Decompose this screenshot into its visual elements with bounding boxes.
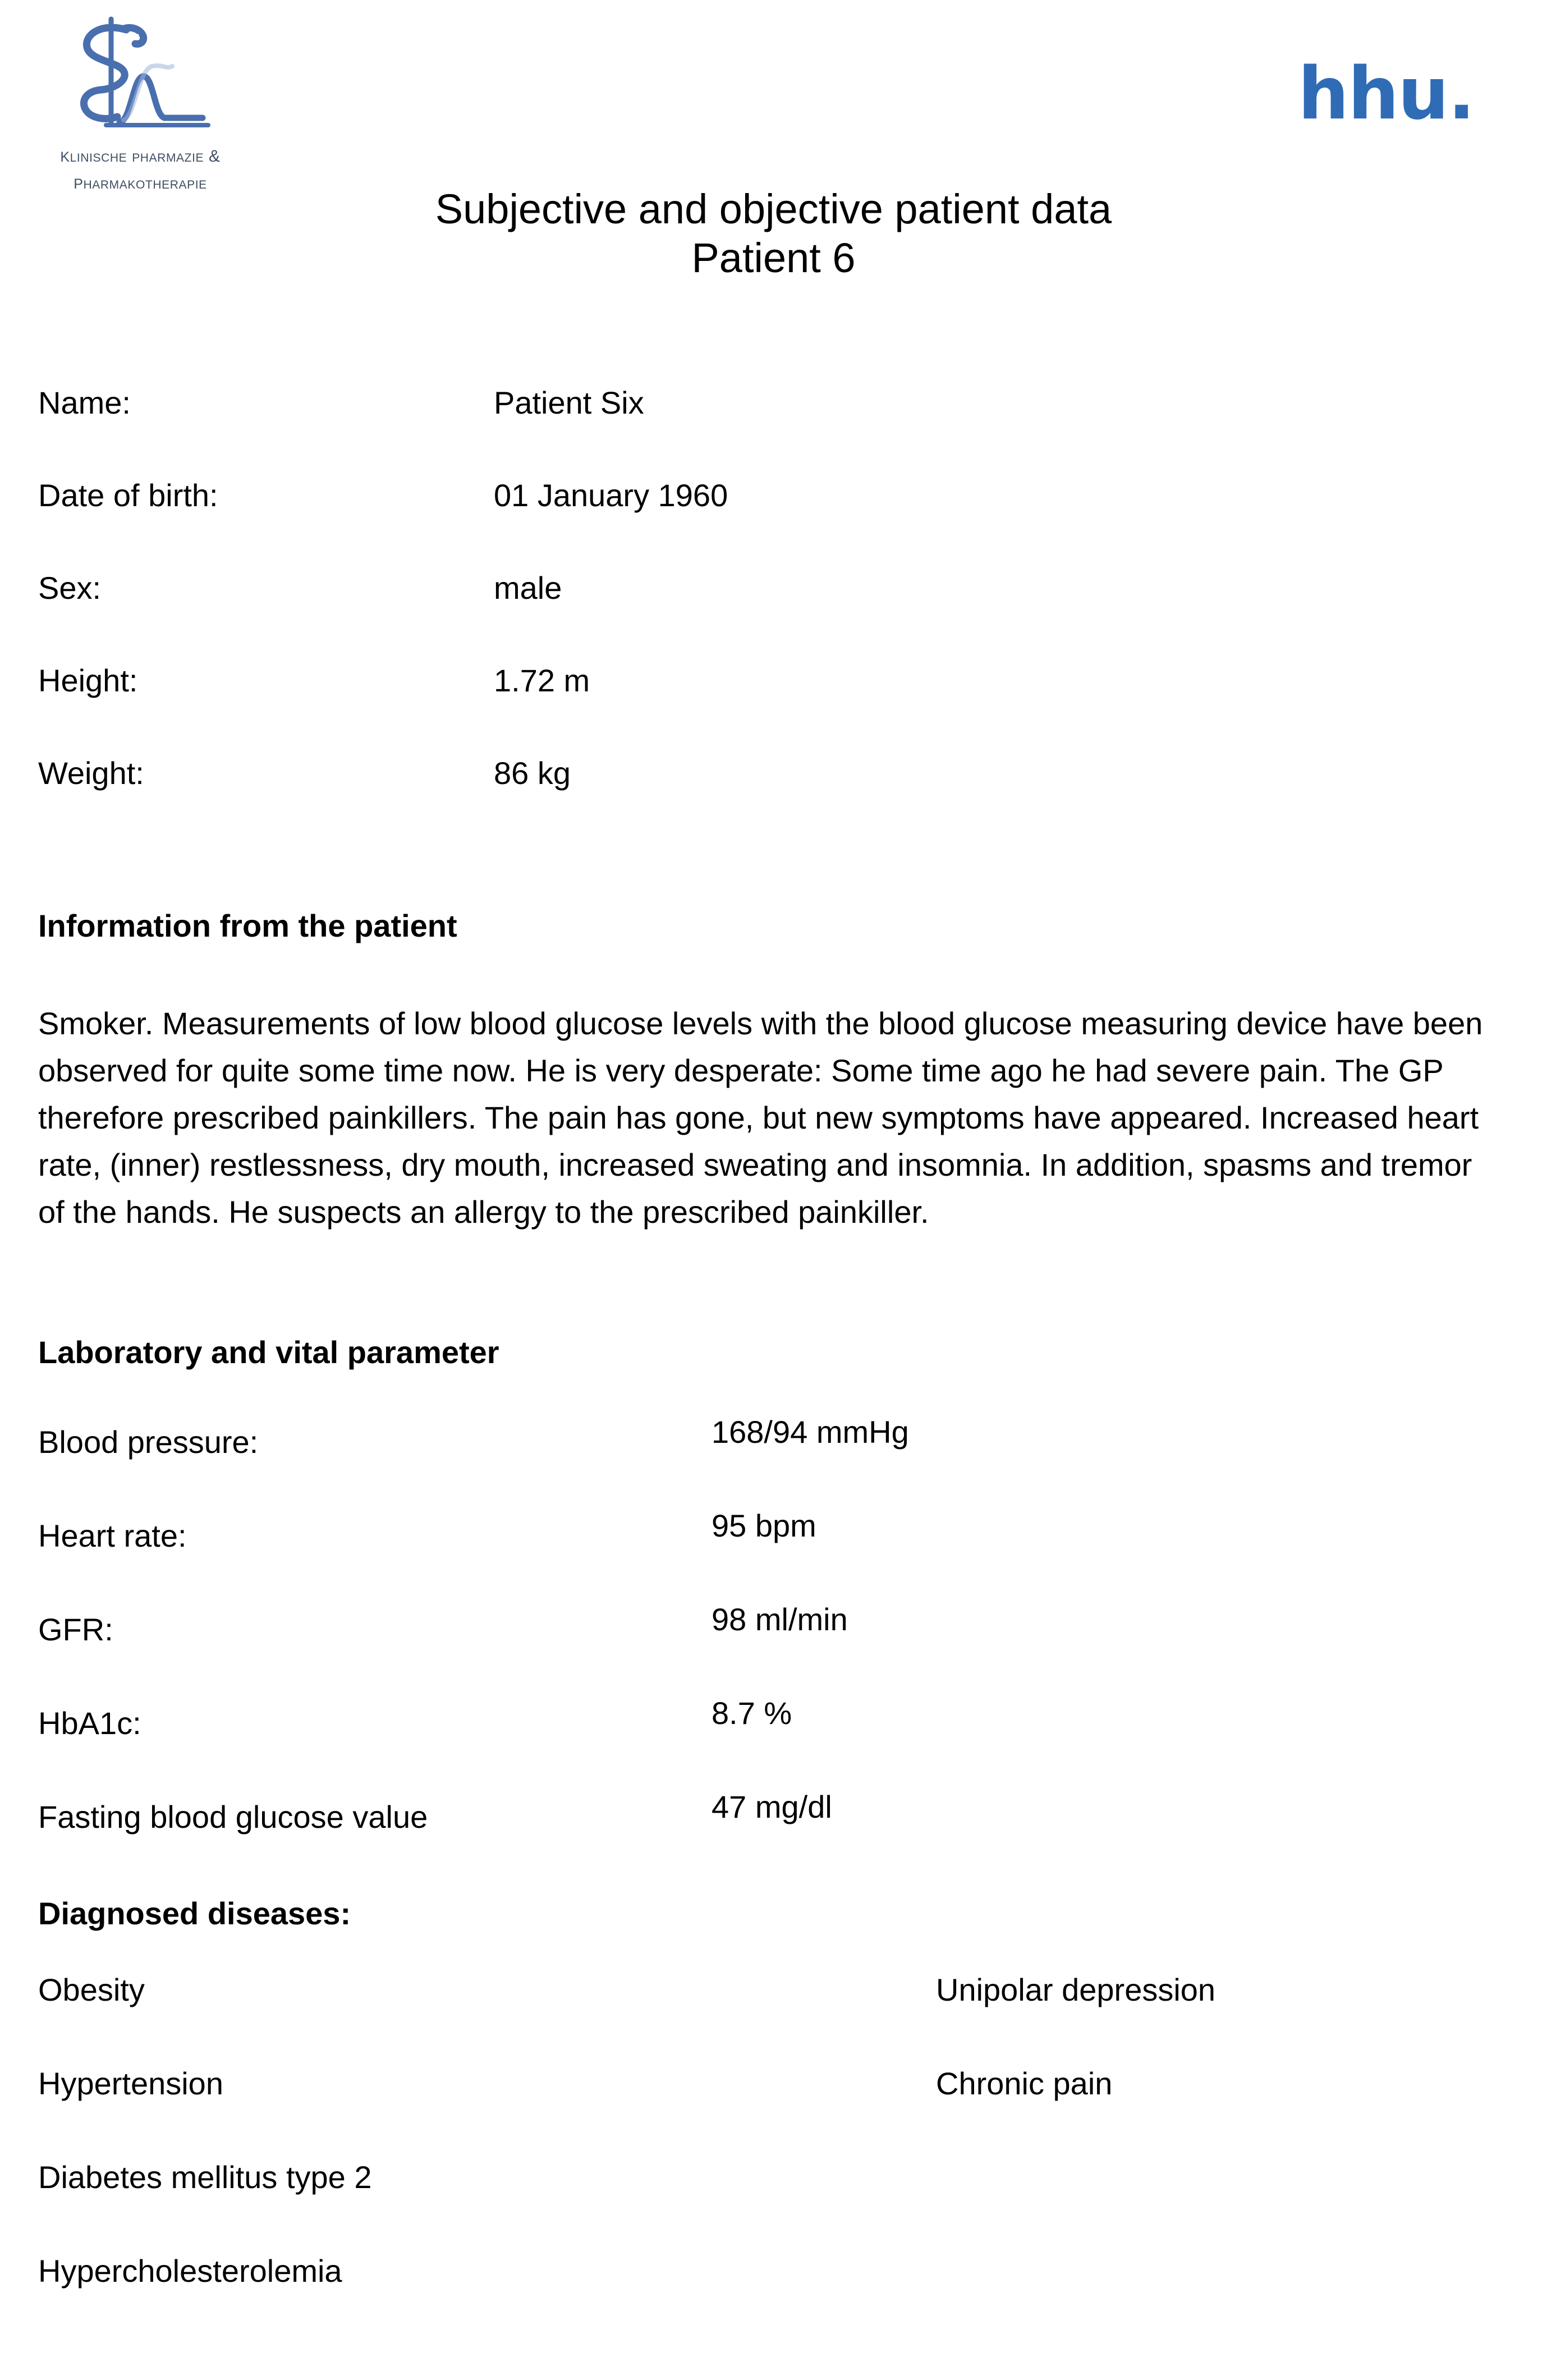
department-logo — [22, 10, 258, 195]
demographics-label-name: Name: — [38, 385, 131, 420]
hhu-university-logo: hhu. — [1298, 52, 1474, 136]
page-title-line-1: Subjective and objective patient data — [435, 186, 1112, 232]
disease-row — [0, 2068, 1547, 2162]
demographics-label-sex: Sex: — [38, 570, 102, 606]
demographics-value-sex: male — [494, 570, 562, 606]
lab-label-hba1c: HbA1c: — [38, 1705, 141, 1741]
section-heading-patient-information: Information from the patient — [38, 908, 457, 943]
demographics-value-date-of-birth: 01 January 1960 — [494, 478, 728, 513]
logo-caption-line-2: pharmakotherapie — [74, 169, 207, 193]
disease-row — [0, 2159, 1547, 2255]
lab-label-gfr: GFR: — [38, 1612, 113, 1647]
lab-value-fasting-blood-glucose: 47 mg/dl — [711, 1789, 832, 1824]
disease-item-obesity: Obesity — [38, 1972, 145, 2007]
demographics-label-weight: Weight: — [38, 755, 144, 791]
demographics-label-date-of-birth: Date of birth: — [38, 478, 218, 513]
lab-value-hba1c: 8.7 % — [711, 1695, 792, 1731]
demographics-label-height: Height: — [38, 663, 138, 698]
lab-row — [0, 1510, 1547, 1604]
lab-value-heart-rate: 95 bpm — [711, 1508, 816, 1543]
demographics-row — [0, 480, 1547, 572]
disease-row — [0, 1974, 1547, 2068]
disease-item-hypertension: Hypertension — [38, 2066, 223, 2101]
lab-label-heart-rate: Heart rate: — [38, 1518, 187, 1553]
demographics-value-weight: 86 kg — [494, 755, 571, 791]
page-title-line-2: Patient 6 — [691, 234, 856, 281]
disease-item-chronic-pain: Chronic pain — [936, 2066, 1113, 2101]
lab-row — [0, 1791, 1547, 1885]
patient-information-text: Smoker. Measurements of low blood glucose levels with the blood glucose measuring device have been observed for quite some time now. He is very desperate: Some time ago he had severe pain. The GP therefore prescribed painkillers. The pain has gone, but new symptoms have appeared. Increased heart rate, (inner) restlessness, dry mouth, increased sweating and insomnia. In addition, spasms and tremor of the hands. He suspects an allergy to the prescribed painkiller. — [38, 1006, 1483, 1230]
demographics-value-height: 1.72 m — [494, 663, 590, 698]
demographics-value-name: Patient Six — [494, 385, 644, 420]
demographics-row — [0, 572, 1547, 665]
laboratory-values-section — [0, 1416, 1547, 1885]
diagnosed-diseases-section — [0, 1974, 1547, 2349]
section-heading-laboratory: Laboratory and vital parameter — [38, 1335, 499, 1370]
lab-row — [0, 1695, 1547, 1791]
lab-value-gfr: 98 ml/min — [711, 1602, 848, 1637]
lab-value-blood-pressure: 168/94 mmHg — [711, 1414, 909, 1450]
patient-demographics-section — [0, 387, 1547, 850]
demographics-row — [0, 755, 1547, 850]
disease-item-unipolar-depression: Unipolar depression — [936, 1972, 1216, 2007]
lab-row — [0, 1416, 1547, 1510]
demographics-row — [0, 387, 1547, 480]
demographics-row — [0, 665, 1547, 758]
lab-label-blood-pressure: Blood pressure: — [38, 1424, 259, 1460]
logo-caption-line-1: klinische pharmazie & — [60, 143, 221, 166]
asclepius-staff-chromatogram-icon — [70, 10, 210, 140]
disease-item-diabetes-mellitus-type-2: Diabetes mellitus type 2 — [38, 2159, 372, 2195]
lab-row — [0, 1604, 1547, 1698]
lab-label-fasting-blood-glucose: Fasting blood glucose value — [38, 1799, 428, 1835]
page-title — [0, 185, 1547, 282]
disease-row — [0, 2255, 1547, 2349]
section-heading-diagnosed-diseases: Diagnosed diseases: — [38, 1896, 351, 1931]
disease-item-hypercholesterolemia: Hypercholesterolemia — [38, 2253, 342, 2289]
